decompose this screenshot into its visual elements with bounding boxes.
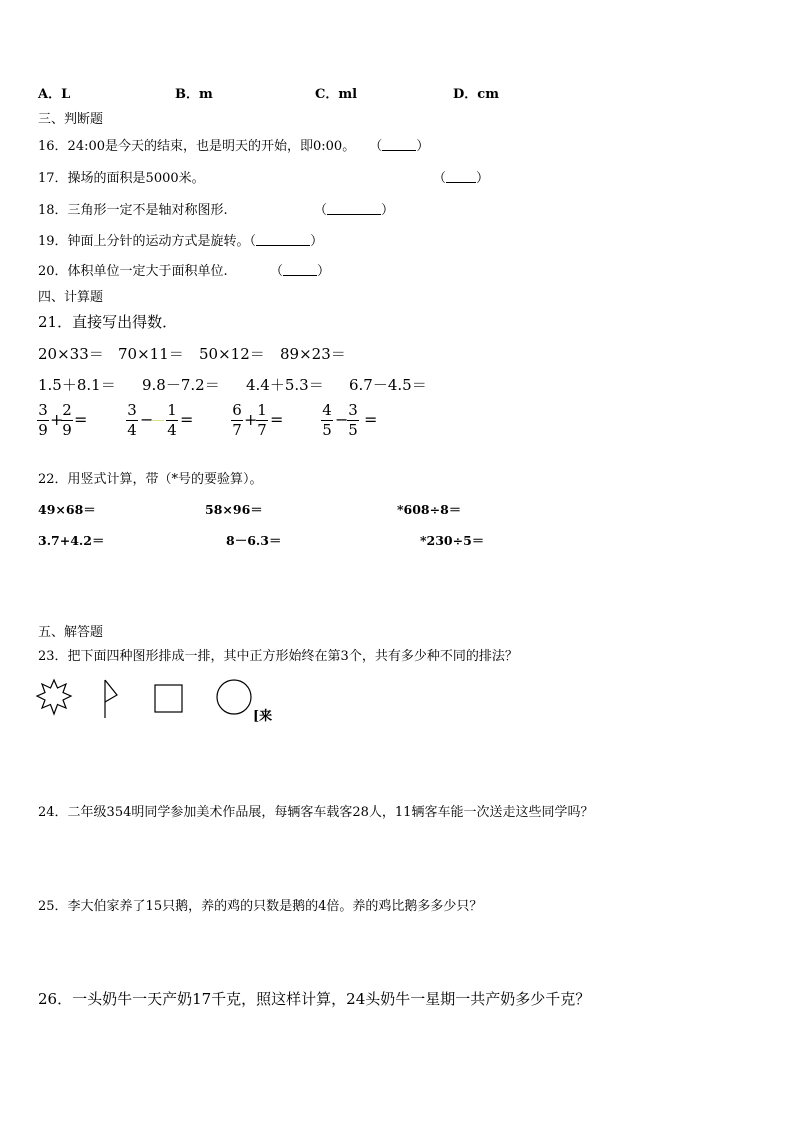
judge-item-17 (38, 167, 205, 186)
numerator: 6 (232, 401, 242, 419)
fraction (165, 402, 179, 439)
numerator: 2 (62, 401, 72, 419)
equals: = (270, 410, 284, 429)
answer-blank[interactable] (283, 263, 317, 276)
fraction (346, 402, 360, 439)
denominator: 7 (232, 421, 242, 439)
q21-item: 70×11＝ (118, 345, 184, 363)
q21-item: 20×33＝ (38, 345, 104, 363)
q22-item: *230÷5＝ (420, 533, 485, 548)
q21-item: 4.4＋5.3＝ (246, 376, 324, 394)
fraction (60, 402, 74, 439)
highlight-mark (152, 420, 164, 421)
operator: + (50, 410, 64, 429)
answer-blank[interactable] (446, 170, 476, 183)
equals: = (74, 410, 88, 429)
q22-item: 3.7+4.2＝ (38, 533, 105, 548)
judge-text: 20．体积单位一定大于面积单位. (38, 264, 228, 279)
q21-item: 6.7－4.5＝ (349, 376, 427, 394)
judge-item-18 (38, 199, 228, 218)
fraction (255, 402, 269, 439)
option-d: D．cm (453, 87, 499, 102)
equals: = (364, 410, 378, 429)
judge-answer-20 (270, 260, 330, 279)
flag-shape-icon (100, 678, 122, 720)
judge-text: 19．钟面上分针的运动方式是旋转。 (38, 234, 250, 249)
q22-item: *608÷8＝ (397, 502, 462, 517)
answer-bracket-open: （ (249, 234, 257, 249)
answer-bracket-close: ） (381, 203, 395, 218)
option-b: B．m (175, 87, 213, 102)
watermark-fragment: [来 (253, 709, 273, 724)
operator: + (244, 410, 258, 429)
q23-text: 23．把下面四种图形排成一排，其中正方形始终在第3个，共有多少种不同的排法？ (38, 649, 518, 664)
denominator: 9 (62, 421, 72, 439)
fraction (320, 402, 334, 439)
q22-item: 58×96＝ (205, 502, 263, 517)
q26-text: 26．一头奶牛一天产奶17千克，照这样计算，24头奶牛一星期一共产奶多少千克？ (38, 990, 591, 1008)
square-shape-icon (154, 684, 184, 714)
answer-blank[interactable] (327, 202, 381, 215)
numerator: 3 (127, 401, 137, 419)
judge-answer-18 (314, 199, 394, 218)
answer-bracket-close: ） (476, 171, 490, 186)
q25-text: 25．李大伯家养了15只鹅，养的鸡的只数是鹅的4倍。养的鸡比鹅多多少只？ (38, 899, 483, 914)
answer-bracket-open: （ (433, 171, 447, 186)
section-title-judge: 三、判断题 (38, 112, 104, 127)
denominator: 9 (38, 421, 48, 439)
denominator: 7 (257, 421, 267, 439)
denominator: 4 (167, 421, 177, 439)
equals: = (180, 410, 194, 429)
answer-bracket-open: （ (270, 264, 284, 279)
operator: − (140, 410, 154, 429)
answer-bracket-close: ） (416, 139, 430, 154)
q21-item: 50×12＝ (199, 345, 265, 363)
q21-item: 89×23＝ (280, 345, 346, 363)
numerator: 1 (257, 401, 267, 419)
section-title-calc: 四、计算题 (38, 290, 104, 305)
fraction (230, 402, 244, 439)
q22-title: 22．用竖式计算，带（*号的要验算）。 (38, 472, 263, 487)
answer-bracket-close: ） (317, 264, 331, 279)
judge-item-20 (38, 260, 228, 279)
q22-item: 8－6.3＝ (226, 533, 282, 548)
judge-item-16 (38, 135, 429, 154)
answer-bracket-close: ） (310, 234, 324, 249)
q21-title: 21．直接写出得数． (38, 313, 178, 331)
q21-item: 1.5＋8.1＝ (38, 376, 116, 394)
judge-answer-17 (433, 167, 489, 186)
judge-text: 16．24:00是今天的结束，也是明天的开始，即0:00。 (38, 139, 356, 154)
answer-bracket-open: （ (314, 203, 328, 218)
star-shape-icon (36, 678, 72, 718)
denominator: 4 (127, 421, 137, 439)
numerator: 1 (167, 401, 177, 419)
numerator: 3 (38, 401, 48, 419)
answer-blank[interactable] (256, 233, 310, 246)
numerator: 3 (348, 401, 358, 419)
fraction (36, 402, 50, 439)
numerator: 4 (322, 401, 332, 419)
judge-text: 18．三角形一定不是轴对称图形. (38, 203, 228, 218)
q24-text: 24．二年级354明同学参加美术作品展，每辆客车载客28人，11辆客车能一次送走这些同学吗？ (38, 805, 594, 820)
fraction (125, 402, 139, 439)
answer-blank[interactable] (382, 138, 416, 151)
operator: − (335, 410, 349, 429)
circle-shape-icon (215, 678, 255, 718)
option-c: C．ml (315, 87, 358, 102)
option-a: A．L (38, 87, 71, 102)
q21-item: 9.8－7.2＝ (142, 376, 220, 394)
judge-text: 17．操场的面积是5000米。 (38, 171, 205, 186)
denominator: 5 (322, 421, 332, 439)
q22-item: 49×68＝ (38, 502, 96, 517)
section-title-solve: 五、解答题 (38, 625, 104, 640)
denominator: 5 (348, 421, 358, 439)
judge-item-19 (38, 230, 323, 249)
answer-bracket-open: （ (369, 139, 383, 154)
